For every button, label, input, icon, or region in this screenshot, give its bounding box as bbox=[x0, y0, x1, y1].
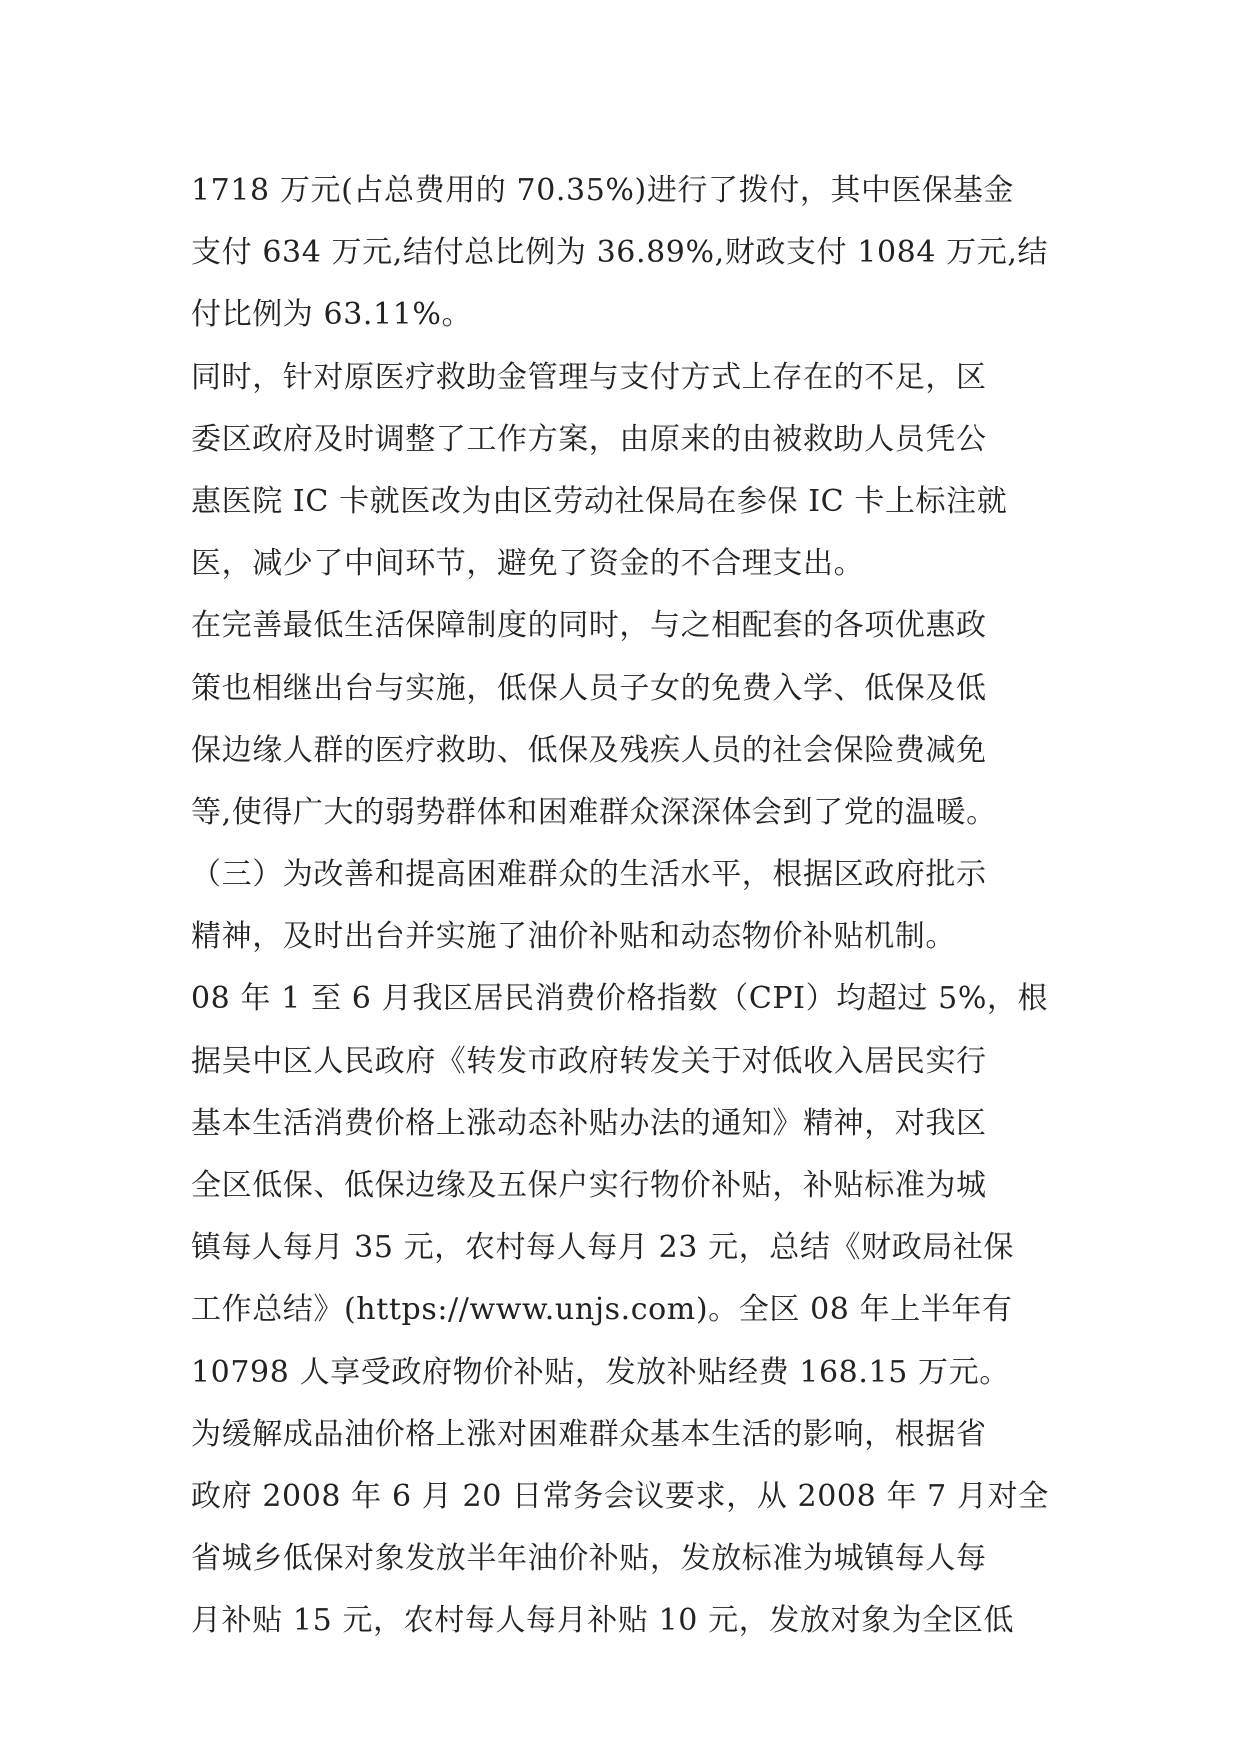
text-line: 支付 634 万元,结付总比例为 36.89%,财政支付 1084 万元,结 bbox=[191, 235, 1049, 271]
text-line: 全区低保、低保边缘及五保户实行物价补贴，补贴标准为城 bbox=[191, 1168, 987, 1203]
text-line: 等,使得广大的弱势群体和困难群众深深体会到了党的温暖。 bbox=[191, 794, 997, 830]
text-line: 月补贴 15 元，农村每人每月补贴 10 元，发放对象为全区低 bbox=[191, 1603, 1015, 1639]
text-line: 精神，及时出台并实施了油价补贴和动态物价补贴机制。 bbox=[191, 919, 956, 955]
text-line: 省城乡低保对象发放半年油价补贴，发放标准为城镇每人每 bbox=[191, 1541, 987, 1577]
text-line: 工作总结》(https://www.unjs.com)。全区 08 年上半年有 bbox=[191, 1292, 1013, 1328]
text-line: 08 年 1 至 6 月我区居民消费价格指数（CPI）均超过 5%，根 bbox=[191, 981, 1049, 1017]
text-line: 10798 人享受政府物价补贴，发放补贴经费 168.15 万元。 bbox=[191, 1354, 1010, 1390]
text-line: 委区政府及时调整了工作方案，由原来的由被救助人员凭公 bbox=[191, 421, 987, 457]
body-text bbox=[191, 160, 1061, 1653]
text-line: 在完善最低生活保障制度的同时，与之相配套的各项优惠政 bbox=[191, 608, 987, 644]
text-line: 镇每人每月 35 元，农村每人每月 23 元，总结《财政局社保 bbox=[191, 1230, 1015, 1266]
text-line: 1718 万元(占总费用的 70.35%)进行了拨付，其中医保基金 bbox=[191, 173, 1015, 208]
text-line: 同时，针对原医疗救助金管理与支付方式上存在的不足，区 bbox=[191, 359, 987, 395]
text-line: 为缓解成品油价格上涨对困难群众基本生活的影响，根据省 bbox=[191, 1416, 987, 1452]
text-line: 惠医院 IC 卡就医改为由区劳动社保局在参保 IC 卡上标注就 bbox=[191, 483, 1008, 519]
text-line: 据吴中区人民政府《转发市政府转发关于对低收入居民实行 bbox=[191, 1043, 987, 1079]
text-line: 保边缘人群的医疗救助、低保及残疾人员的社会保险费减免 bbox=[191, 732, 987, 768]
text-line: 政府 2008 年 6 月 20 日常务会议要求，从 2008 年 7 月对全 bbox=[191, 1478, 1049, 1514]
section-heading-line: （三）为改善和提高困难群众的生活水平，根据区政府批示 bbox=[191, 857, 987, 893]
text-line: 付比例为 63.11%。 bbox=[191, 297, 473, 333]
text-line: 策也相继出台与实施，低保人员子女的免费入学、低保及低 bbox=[191, 670, 987, 706]
text-line: 医，减少了中间环节，避免了资金的不合理支出。 bbox=[191, 546, 865, 582]
text-line: 基本生活消费价格上涨动态补贴办法的通知》精神，对我区 bbox=[191, 1105, 987, 1141]
